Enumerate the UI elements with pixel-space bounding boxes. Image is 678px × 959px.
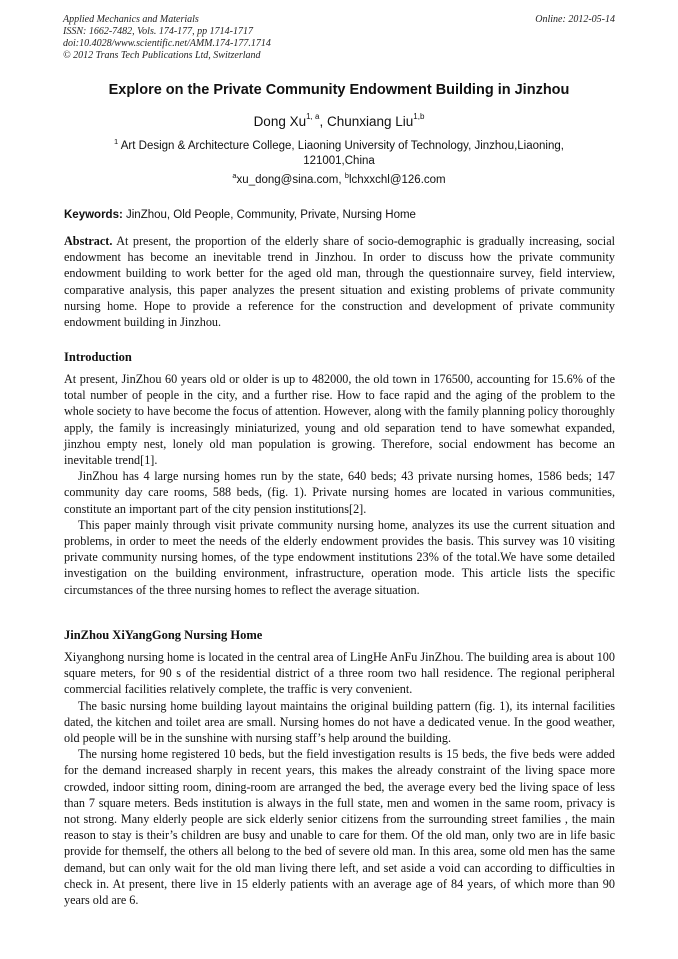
keywords-text: JinZhou, Old People, Community, Private, Nursing Home — [122, 209, 416, 221]
affiliation-superscript: 1 — [114, 137, 119, 146]
email-address: lchxxchl@126.com — [348, 174, 446, 186]
online-date: Online: 2012-05-14 — [535, 14, 615, 25]
paragraph: JinZhou has 4 large nursing homes run by the state, 640 beds; 43 private nursing homes, 1586 beds; 147 community day care rooms, 588 beds, (fig. 1). Private nursing homes are located in various communities, constitute an important part of the city pension institutions[2]. — [64, 469, 615, 516]
paragraph: At present, JinZhou 60 years old or older is up to 482000, the old town in 176500, accounting for 15.6% of the total number of people in the city, and a further rise. How to face rapid and the aging of the problem to the whole society to have become the focus of attention. However, along with the family planning policy thoroughly apply, the family is increasingly miniaturized, young and old separation tend to have somewhat expanded, jinzhou empty nest, lonely old man population is growing. Therefore, social endowment has become an inevitable trend[1]. — [64, 372, 615, 468]
doi-line: doi:10.4028/www.scientific.net/AMM.174-177.1714 — [63, 38, 271, 49]
affiliation — [80, 139, 598, 169]
author-name: Chunxiang Liu — [326, 114, 414, 129]
author-line — [40, 114, 638, 129]
email-superscript: a — [232, 171, 237, 180]
paragraph: This paper mainly through visit private community nursing home, analyzes its use the current situation and problems, in order to meet the needs of the elderly endowment provides the basis. This survey was 10 visiting private community nursing homes, of the type endowment institutions 23% of the total.We have some detailed investigation on the building environment, infrastructure, operation mode. This article lists the specific circumstances of the three nursing homes to reflect the average situation. — [64, 517, 615, 597]
author-separator: , — [319, 114, 327, 129]
journal-header — [63, 14, 615, 62]
paragraph: The nursing home registered 10 beds, but the field investigation results is 15 beds, the five beds were added for the demand increased sharply in recent years, this makes the already constraint of the living space more crowded, indoor sitting room, dining-room are arranged the bed, the average every bed the living space of less than 7 square meters. Beds institution is always in the full state, men and women in the same room, privacy is not strong. Many elderly people are sick elderly senior citizens from the surrounding street families , the main reason to stay is their’s children are busy and unable to care for them. Of the old man, only two are in life basic provide for themself, the others all belong to the bed of severe old man. In this area, some old men has the same demand, but can only wait for the old man living there left, and set aside a void can according to difficulties in check in. At present, there live in 15 elderly patients with an average age of 84 years, of which more than 90 years old are 6. — [64, 747, 615, 908]
email-superscript: b — [344, 171, 349, 180]
email-address: xu_dong@sina.com, — [236, 174, 345, 186]
affiliation-postcode: 121001,China — [303, 155, 375, 167]
section-heading: Introduction — [64, 350, 132, 364]
paragraph: The basic nursing home building layout maintains the original building pattern (fig. 1), its internal facilities dated, the kitchen and toilet area are small. Nursing homes do not have a dedicated venue. In the good weather, old people will be in the sunshine with nursing staff’s help around the building. — [64, 698, 615, 746]
affiliation-text: Art Design & Architecture College, Liaoning University of Technology, Jinzhou,Liaoning, — [120, 140, 564, 152]
paragraph: Xiyanghong nursing home is located in the central area of LingHe AnFu JinZhou. The building area is about 100 square meters, for 90 s of the residential district of a three room two hall residence. The regional peripheral commercial facilities relatively complete, the traffic is very convenient. — [64, 650, 615, 697]
abstract-text: At present, the proportion of the elderly share of socio-demographic is gradually increasing, social endowment has become an inevitable trend in Jinzhou. In order to discuss how the private community endowment building to work better for the aged old man, through the questionnaire survey, field interview, comparative analysis, this paper analyzes the present situation and existing problems of private community nursing home. Hope to provide a reference for the construction and development of private community endowment building in Jinzhou. — [64, 234, 615, 330]
author-name: Dong Xu — [253, 114, 307, 129]
email-line — [40, 171, 638, 186]
introduction-body — [64, 371, 615, 598]
issn-line: ISSN: 1662-7482, Vols. 174-177, pp 1714-1717 — [63, 26, 253, 37]
section-heading: JinZhou XiYangGong Nursing Home — [64, 628, 263, 642]
keywords — [64, 209, 616, 221]
keywords-label: Keywords: — [64, 209, 123, 221]
abstract — [64, 233, 615, 330]
xiyanggong-body — [64, 649, 615, 908]
author-superscript: 1, a — [306, 112, 320, 121]
copyright-line: © 2012 Trans Tech Publications Ltd, Switzerland — [63, 50, 261, 61]
abstract-label: Abstract. — [64, 234, 113, 248]
author-superscript: 1,b — [413, 112, 425, 121]
journal-name: Applied Mechanics and Materials — [63, 14, 199, 25]
paper-title: Explore on the Private Community Endowment Building in Jinzhou — [108, 82, 570, 98]
